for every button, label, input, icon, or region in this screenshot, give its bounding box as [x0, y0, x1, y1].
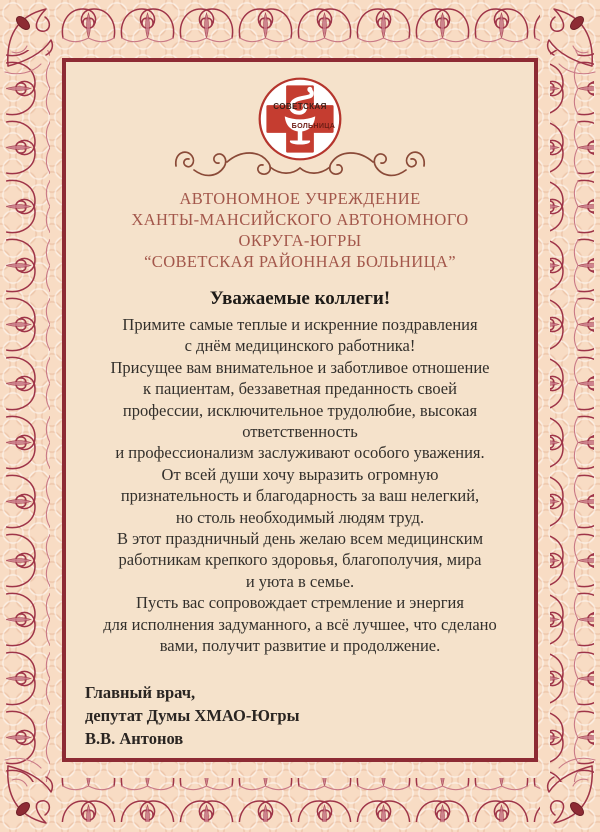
letter-body-line: признательность и благодарность за ваш нелегкий, — [120, 486, 480, 506]
letter-body — [66, 314, 534, 657]
logo-area — [66, 76, 534, 180]
letter-body-line: с днём медицинского работника! — [184, 336, 416, 356]
letter-body-line: но столь необходимый людям труд. — [175, 507, 425, 527]
letter-body-line: вами, получит развитие и продолжение. — [159, 636, 441, 656]
letter-body-line: для исполнения задуманного, а всё лучшее, что сделано — [103, 614, 497, 634]
letter-body-line: В этот праздничный день желаю всем медицинским — [116, 529, 484, 549]
letter-body-line: и уюта в семье. — [245, 571, 355, 591]
letter-body-line: От всей души хочу выразить огромную — [161, 464, 439, 484]
organization-name-line: ОКРУГА-ЮГРЫ — [238, 231, 362, 250]
letter-body-line: Примите самые теплые и искренние поздравления — [122, 315, 478, 334]
letter-body-line: ответственность — [242, 422, 358, 442]
logo-text-bottom: БОЛЬНИЦА — [291, 121, 336, 130]
letter-frame — [62, 58, 538, 762]
signature-line: В.В. Антонов — [85, 728, 184, 748]
letter-body-line: Пусть вас сопровождает стремление и энергия — [136, 593, 464, 613]
hospital-logo — [257, 76, 343, 162]
logo-text-top: СОВЕТСКАЯ — [273, 102, 327, 112]
signature-block — [66, 681, 534, 750]
organization-name-line: АВТОНОМНОЕ УЧРЕЖДЕНИЕ — [179, 189, 421, 208]
organization-name-line: “СОВЕТСКАЯ РАЙОННАЯ БОЛЬНИЦА” — [144, 252, 456, 271]
letter-body-line: профессии, исключительное трудолюбие, высокая — [122, 400, 478, 420]
letter-body-line: к пациентам, беззаветная преданность своей — [143, 379, 457, 399]
signature-line: Главный врач, — [85, 682, 196, 702]
organization-name-line: ХАНТЫ-МАНСИЙСКОГО АВТОНОМНОГО — [131, 210, 469, 229]
letter-body-line: и профессионализм заслуживают особого уважения. — [115, 443, 485, 463]
organization-name — [66, 188, 534, 272]
salutation: Уважаемые коллеги! — [209, 288, 391, 309]
signature-line: депутат Думы ХМАО-Югры — [85, 705, 300, 725]
letter-body-line: Присущее вам внимательное и заботливое отношение — [110, 357, 490, 377]
letter-body-line: работникам крепкого здоровья, благополучия, мира — [118, 550, 482, 570]
